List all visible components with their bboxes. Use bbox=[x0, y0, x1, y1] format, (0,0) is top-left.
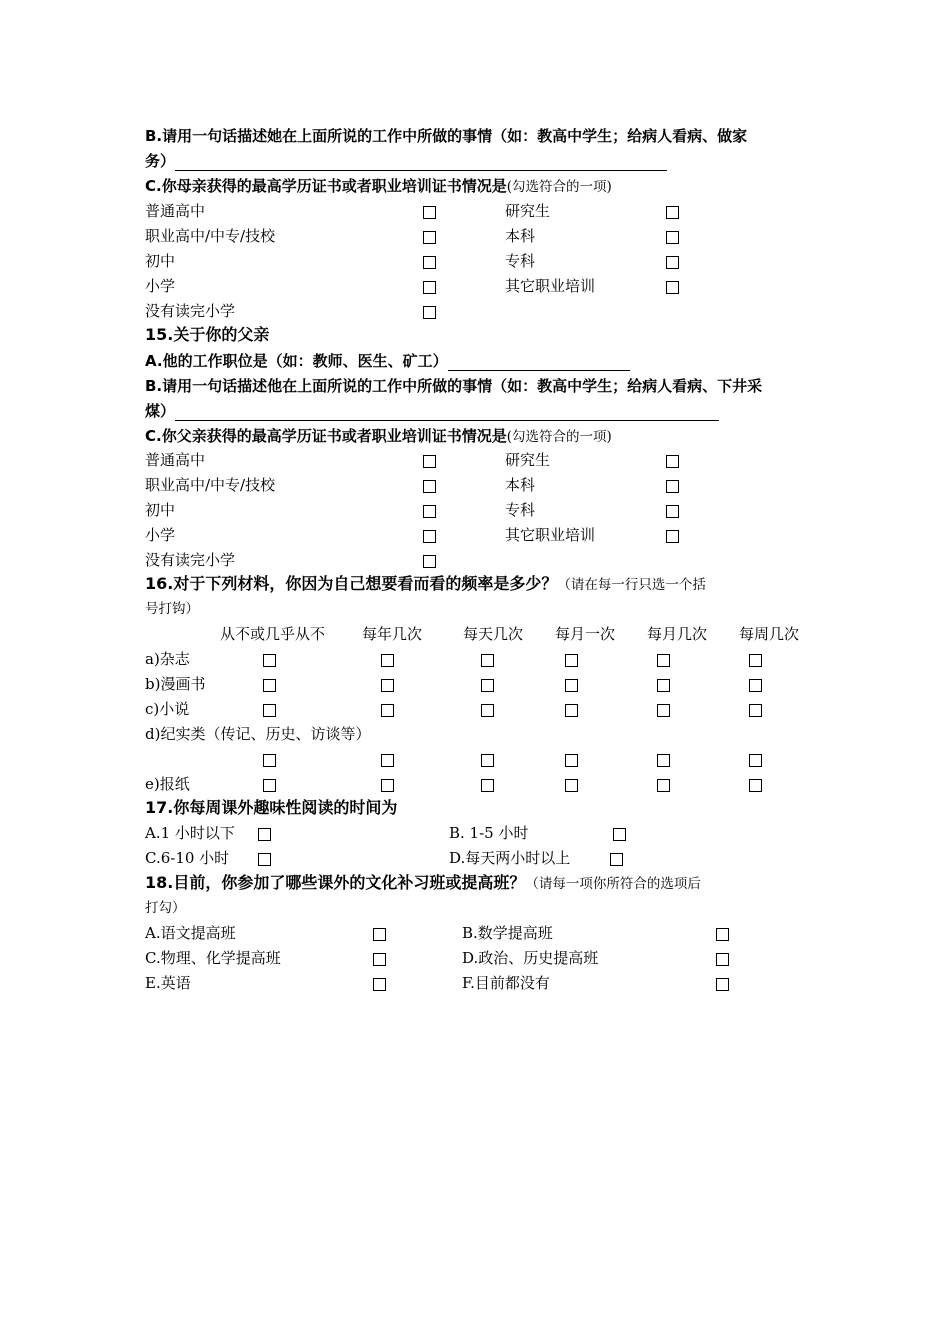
q16-frequency-checkbox[interactable] bbox=[657, 779, 670, 792]
q15-option-label: 普通高中 bbox=[145, 451, 206, 469]
q16-frequency-checkbox[interactable] bbox=[263, 754, 276, 767]
q16-column-header: 每周几次 bbox=[739, 625, 800, 643]
q14-option-checkbox[interactable] bbox=[423, 281, 436, 294]
q16-frequency-checkbox[interactable] bbox=[657, 704, 670, 717]
q18-note: （请每一项你所符合的选项后 bbox=[525, 876, 701, 892]
q14-option-label: 职业高中/中专/技校 bbox=[145, 227, 276, 245]
q15-option-checkbox[interactable] bbox=[423, 555, 436, 568]
q15-option-checkbox[interactable] bbox=[423, 480, 436, 493]
q14-option-label: 本科 bbox=[505, 227, 536, 245]
q17-option-label: B. 1-5 小时 bbox=[449, 824, 529, 842]
q16-frequency-checkbox[interactable] bbox=[657, 754, 670, 767]
q17-option-checkbox[interactable] bbox=[258, 828, 271, 841]
q14-option-checkbox[interactable] bbox=[666, 281, 679, 294]
q16-frequency-checkbox[interactable] bbox=[749, 654, 762, 667]
q15-b-question-cont bbox=[145, 401, 719, 421]
q16-column-header: 每月几次 bbox=[647, 625, 708, 643]
q16-row-label: d)纪实类（传记、历史、访谈等） bbox=[145, 725, 371, 743]
q16-frequency-checkbox[interactable] bbox=[657, 679, 670, 692]
q18-option-label: D.政治、历史提高班 bbox=[462, 949, 599, 967]
q16-frequency-checkbox[interactable] bbox=[565, 679, 578, 692]
q16-row-label: e)报纸 bbox=[145, 775, 190, 793]
q16-frequency-checkbox[interactable] bbox=[381, 779, 394, 792]
q14-option-label: 小学 bbox=[145, 277, 176, 295]
q16-frequency-checkbox[interactable] bbox=[481, 779, 494, 792]
q17-option-label: C.6-10 小时 bbox=[145, 849, 230, 867]
q16-frequency-checkbox[interactable] bbox=[481, 754, 494, 767]
q15-option-label: 小学 bbox=[145, 526, 176, 544]
q16-title bbox=[145, 574, 706, 595]
q15-b-answer-blank[interactable] bbox=[175, 405, 719, 421]
q18-option-label: F.目前都没有 bbox=[462, 974, 550, 992]
q14-option-checkbox[interactable] bbox=[423, 231, 436, 244]
q16-frequency-checkbox[interactable] bbox=[565, 779, 578, 792]
q16-frequency-checkbox[interactable] bbox=[749, 754, 762, 767]
q16-frequency-checkbox[interactable] bbox=[263, 704, 276, 717]
q18-title-text: 18.目前，你参加了哪些课外的文化补习班或提高班？ bbox=[145, 873, 526, 892]
q15-option-checkbox[interactable] bbox=[423, 455, 436, 468]
q15-option-checkbox[interactable] bbox=[666, 530, 679, 543]
q16-frequency-checkbox[interactable] bbox=[481, 654, 494, 667]
q18-option-checkbox[interactable] bbox=[373, 953, 386, 966]
q15-c-question bbox=[145, 426, 612, 447]
q16-frequency-checkbox[interactable] bbox=[381, 754, 394, 767]
q16-frequency-checkbox[interactable] bbox=[263, 779, 276, 792]
q18-title bbox=[145, 873, 701, 894]
q15-option-label: 本科 bbox=[505, 476, 536, 494]
q14-option-checkbox[interactable] bbox=[666, 256, 679, 269]
q16-row-label: a)杂志 bbox=[145, 650, 190, 668]
q16-row-label: c)小说 bbox=[145, 700, 190, 718]
q16-note-cont: 号打钩） bbox=[145, 601, 199, 617]
q16-frequency-checkbox[interactable] bbox=[381, 654, 394, 667]
q15-a-question-text: A.他的工作职位是（如：教师、医生、矿工） bbox=[145, 352, 448, 370]
q15-c-question-text: C.你父亲获得的最高学历证书或者职业培训证书情况是 bbox=[145, 427, 507, 445]
q17-title: 17.你每周课外趣味性阅读的时间为 bbox=[145, 798, 398, 817]
q15-option-label: 其它职业培训 bbox=[505, 526, 596, 544]
q18-option-label: A.语文提高班 bbox=[145, 924, 236, 942]
q15-option-label: 没有读完小学 bbox=[145, 551, 236, 569]
q18-option-label: B.数学提高班 bbox=[462, 924, 553, 942]
q16-row-label: b)漫画书 bbox=[145, 675, 206, 693]
q16-title-text: 16.对于下列材料，你因为自己想要看而看的频率是多少？ bbox=[145, 574, 558, 593]
q14-option-label: 其它职业培训 bbox=[505, 277, 596, 295]
q16-note: （请在每一行只选一个括 bbox=[557, 577, 706, 593]
q14-c-question-text: C.你母亲获得的最高学历证书或者职业培训证书情况是 bbox=[145, 177, 507, 195]
q17-option-label: D.每天两小时以上 bbox=[449, 849, 571, 867]
q18-note-cont: 打勾） bbox=[145, 900, 186, 916]
q15-a-answer-blank[interactable] bbox=[448, 355, 630, 371]
q16-column-header: 从不或几乎从不 bbox=[220, 625, 326, 643]
q16-frequency-checkbox[interactable] bbox=[749, 704, 762, 717]
q14-b-question: B.请用一句话描述她在上面所说的工作中所做的事情（如：教高中学生；给病人看病、做家 bbox=[145, 127, 748, 145]
q16-column-header: 每年几次 bbox=[362, 625, 423, 643]
q15-option-checkbox[interactable] bbox=[666, 505, 679, 518]
q16-frequency-checkbox[interactable] bbox=[565, 704, 578, 717]
q14-option-label: 没有读完小学 bbox=[145, 302, 236, 320]
q15-option-checkbox[interactable] bbox=[423, 530, 436, 543]
q15-option-label: 职业高中/中专/技校 bbox=[145, 476, 276, 494]
q15-option-checkbox[interactable] bbox=[666, 455, 679, 468]
q16-frequency-checkbox[interactable] bbox=[481, 704, 494, 717]
q14-option-checkbox[interactable] bbox=[666, 206, 679, 219]
q15-title: 15.关于你的父亲 bbox=[145, 325, 270, 344]
q16-frequency-checkbox[interactable] bbox=[263, 654, 276, 667]
q18-option-label: E.英语 bbox=[145, 974, 191, 992]
q14-option-label: 初中 bbox=[145, 252, 176, 270]
q18-option-checkbox[interactable] bbox=[373, 928, 386, 941]
q15-option-label: 专科 bbox=[505, 501, 536, 519]
q15-c-note: (勾选符合的一项) bbox=[506, 429, 612, 445]
q14-b-question-cont-text: 务） bbox=[145, 152, 176, 170]
q18-option-checkbox[interactable] bbox=[716, 928, 729, 941]
q18-option-label: C.物理、化学提高班 bbox=[145, 949, 281, 967]
q14-option-checkbox[interactable] bbox=[423, 306, 436, 319]
q14-option-checkbox[interactable] bbox=[423, 206, 436, 219]
q16-column-header: 每月一次 bbox=[555, 625, 616, 643]
q14-option-label: 专科 bbox=[505, 252, 536, 270]
q14-option-label: 研究生 bbox=[505, 202, 551, 220]
q14-option-label: 普通高中 bbox=[145, 202, 206, 220]
q14-c-note: (勾选符合的一项) bbox=[506, 179, 612, 195]
q16-frequency-checkbox[interactable] bbox=[481, 679, 494, 692]
q14-option-checkbox[interactable] bbox=[423, 256, 436, 269]
q16-frequency-checkbox[interactable] bbox=[749, 779, 762, 792]
q15-a-question bbox=[145, 351, 630, 371]
q18-option-checkbox[interactable] bbox=[716, 978, 729, 991]
q16-frequency-checkbox[interactable] bbox=[381, 679, 394, 692]
q18-option-checkbox[interactable] bbox=[716, 953, 729, 966]
q17-option-checkbox[interactable] bbox=[613, 828, 626, 841]
q17-option-checkbox[interactable] bbox=[610, 853, 623, 866]
q14-b-question-cont bbox=[145, 151, 667, 171]
q16-frequency-checkbox[interactable] bbox=[749, 679, 762, 692]
q14-b-answer-blank[interactable] bbox=[175, 155, 667, 171]
q15-option-label: 初中 bbox=[145, 501, 176, 519]
q18-option-checkbox[interactable] bbox=[373, 978, 386, 991]
q17-option-checkbox[interactable] bbox=[258, 853, 271, 866]
q15-option-checkbox[interactable] bbox=[666, 480, 679, 493]
q16-frequency-checkbox[interactable] bbox=[565, 754, 578, 767]
q15-b-question: B.请用一句话描述他在上面所说的工作中所做的事情（如：教高中学生；给病人看病、下井采 bbox=[145, 377, 763, 395]
q16-frequency-checkbox[interactable] bbox=[565, 654, 578, 667]
q14-c-question bbox=[145, 176, 612, 197]
q16-frequency-checkbox[interactable] bbox=[657, 654, 670, 667]
q16-frequency-checkbox[interactable] bbox=[263, 679, 276, 692]
q15-option-checkbox[interactable] bbox=[423, 505, 436, 518]
q16-frequency-checkbox[interactable] bbox=[381, 704, 394, 717]
q15-b-question-cont-text: 煤） bbox=[145, 402, 176, 420]
q16-column-header: 每天几次 bbox=[463, 625, 524, 643]
q17-option-label: A.1 小时以下 bbox=[145, 824, 235, 842]
q15-option-label: 研究生 bbox=[505, 451, 551, 469]
q14-option-checkbox[interactable] bbox=[666, 231, 679, 244]
